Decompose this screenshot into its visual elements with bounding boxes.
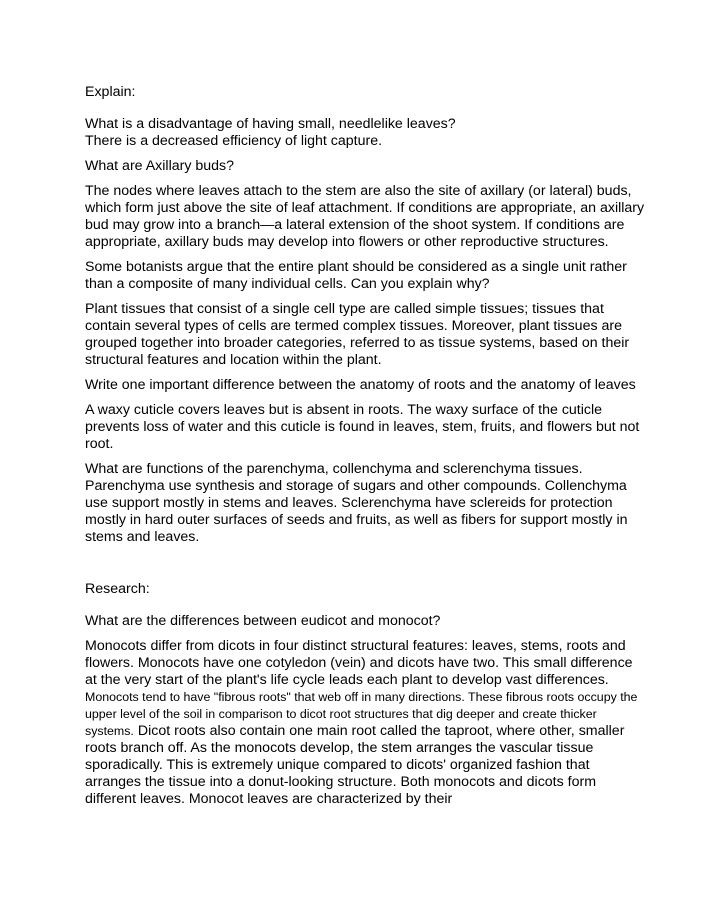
research-q1-answer-part3: Dicot roots also contain one main root called the taproot, where other, smaller roots branch off. As the monocots develop, the stem arranges the vascular tissue sporadically. This is extremely unique compared to dicots' organized fashion that arranges the tissue into a donut-looking structure. Both monocots and dicots form different leaves. Monocot leaves are characterized by their <box>85 723 625 807</box>
research-q1-answer-part1: Monocots differ from dicots in four distinct structural features: leaves, stems, roots and flowers. Monocots have one cotyledon (vein) and dicots have two. This small difference at the very start of the plant's life cycle leads each plant to develop vast differences. <box>85 638 633 688</box>
document-page <box>85 84 645 816</box>
research-q1-question: What are the differences between eudicot and monocot? <box>85 613 441 629</box>
explain-q1-answer: There is a decreased efficiency of light capture. <box>85 133 383 149</box>
explain-q5-question: What are functions of the parenchyma, collenchyma and sclerenchyma tissues. <box>85 461 583 477</box>
research-heading: Research: <box>85 581 150 597</box>
explain-q3-question: Some botanists argue that the entire plant should be considered as a single unit rather than a composite of many individual cells. Can you explain why? <box>85 259 627 292</box>
explain-q2-question: What are Axillary buds? <box>85 158 235 174</box>
explain-heading: Explain: <box>85 84 136 100</box>
research-q1-answer <box>85 638 645 808</box>
explain-q5 <box>85 461 645 546</box>
section-spacer <box>85 554 645 581</box>
research-q1-answer-part2: Monocots tend to have "fibrous roots" that web off in many directions. These fibrous roots occupy the upper level of the soil in comparison to dicot root structures that dig deeper and create thicker systems. <box>85 690 638 738</box>
explain-q2-answer: The nodes where leaves attach to the stem are also the site of axillary (or lateral) buds, which form just above the site of leaf attachment. If conditions are appropriate, an axillary bud may grow into a branch—a lateral extension of the shoot system. If conditions are appropriate, axillary buds may develop into flowers or other reproductive structures. <box>85 183 645 250</box>
explain-q3-answer: Plant tissues that consist of a single cell type are called simple tissues; tissues that contain several types of cells are termed complex tissues. Moreover, plant tissues are grouped together into broader categories, referred to as tissue systems, based on their structural features and location within the plant. <box>85 301 630 368</box>
explain-q1 <box>85 116 645 150</box>
explain-q4-question: Write one important difference between the anatomy of roots and the anatomy of leaves <box>85 377 636 393</box>
explain-q4-answer: A waxy cuticle covers leaves but is absent in roots. The waxy surface of the cuticle prevents loss of water and this cuticle is found in leaves, stem, fruits, and flowers but not root. <box>85 402 640 452</box>
explain-q5-answer: Parenchyma use synthesis and storage of sugars and other compounds. Collenchyma use support mostly in stems and leaves. Sclerenchyma have sclereids for protection mostly in hard outer surfaces of seeds and fruits, as well as fibers for support mostly in stems and leaves. <box>85 478 628 545</box>
explain-q1-question: What is a disadvantage of having small, needlelike leaves? <box>85 116 456 132</box>
